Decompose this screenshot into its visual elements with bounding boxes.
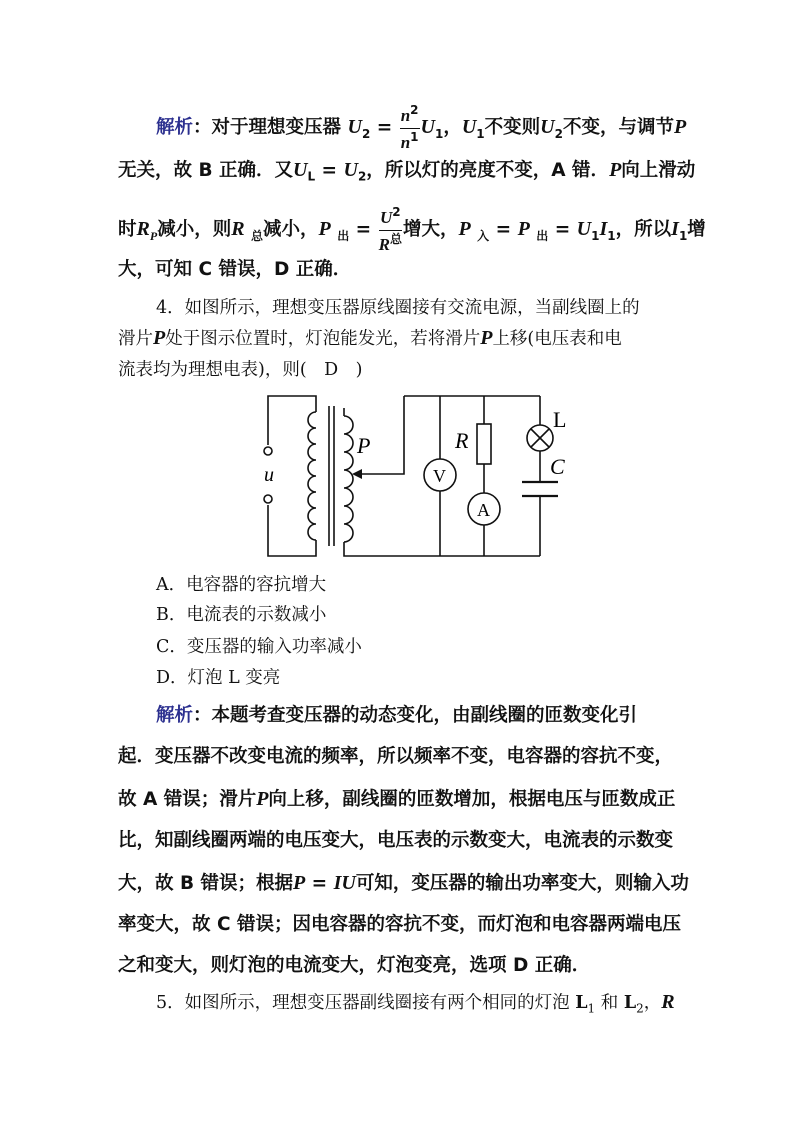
q5-line1: 5．如图所示，理想变压器副线圈接有两个相同的灯泡 $L_1$ 和 $L_2$，R <box>156 991 675 1016</box>
q4-line3: 流表均为理想电表)，则( D ) <box>118 360 363 380</box>
label-P: P <box>357 433 371 458</box>
label-u: u <box>264 464 274 486</box>
q4-line1: 4．如图所示，理想变压器原线圈接有交流电源，当副线圈上的 <box>156 298 640 318</box>
option-d: D．灯泡 L 变亮 <box>156 668 281 688</box>
analysis3-line1: 解析：对于理想变压器 $U_2$ = $\frac{n^2}{n^1}$ $U_1$，$U_1$不变则$U_2$不变，与调节P <box>156 103 687 152</box>
analysis4-line2: 起．变压器不改变电流的频率，所以频率不变，电容器的容抗不变， <box>118 746 674 767</box>
turns-ratio-fraction: $\frac{n^2}{n^1}$ <box>400 103 419 152</box>
label-C: C <box>550 454 565 479</box>
q4-line2: 滑片P处于图示位置时，灯泡能发光，若将滑片P上移(电压表和电 <box>118 327 622 349</box>
option-b: B．电流表的示数减小 <box>156 605 327 625</box>
option-a: A．电容器的容抗增大 <box>156 575 327 595</box>
analysis4-line7: 之和变大，则灯泡的电流变大，灯泡变亮，选项 D 正确． <box>118 955 591 976</box>
analysis3-line2: 无关，故 B 正确．又$U_L = U_2$，所以灯的亮度不变，A 错．P向上滑动 <box>118 159 696 184</box>
circuit-diagram <box>250 386 590 566</box>
analysis4-line6: 率变大，故 C 错误；因电容器的容抗不变，而灯泡和电容器两端电压 <box>118 914 681 935</box>
ammeter-label: A <box>477 500 490 520</box>
label-R: R <box>455 428 469 453</box>
analysis4-line1: 解析：本题考查变压器的动态变化，由副线圈的匝数变化引 <box>156 705 638 726</box>
analysis4-line3: 故 A 错误；滑片P向上移，副线圈的匝数增加，根据电压与匝数成正 <box>118 788 676 810</box>
label-L: L <box>553 407 567 432</box>
option-c: C．变压器的输入功率减小 <box>156 637 362 657</box>
analysis4-line5: 大，故 B 错误；根据P = IU可知，变压器的输出功率变大，则输入功 <box>118 872 689 894</box>
voltmeter-label: V <box>433 466 446 486</box>
analysis3-line4: 大，可知 C 错误，D 正确． <box>118 259 352 280</box>
analysis-label: 解析 <box>156 117 194 139</box>
analysis3-line3: 时$R_P$减小，则R $_总$减小，P $_出$ = $\frac{U^2}{R^总}$ 增大，P $_入$ = P $_出 = U_1I_1$，所以$I_1$增 <box>118 205 706 254</box>
power-fraction: $\frac{U^2}{R^总}$ <box>378 205 402 254</box>
analysis4-line4: 比，知副线圈两端的电压变大，电压表的示数变大，电流表的示数变 <box>118 830 674 851</box>
